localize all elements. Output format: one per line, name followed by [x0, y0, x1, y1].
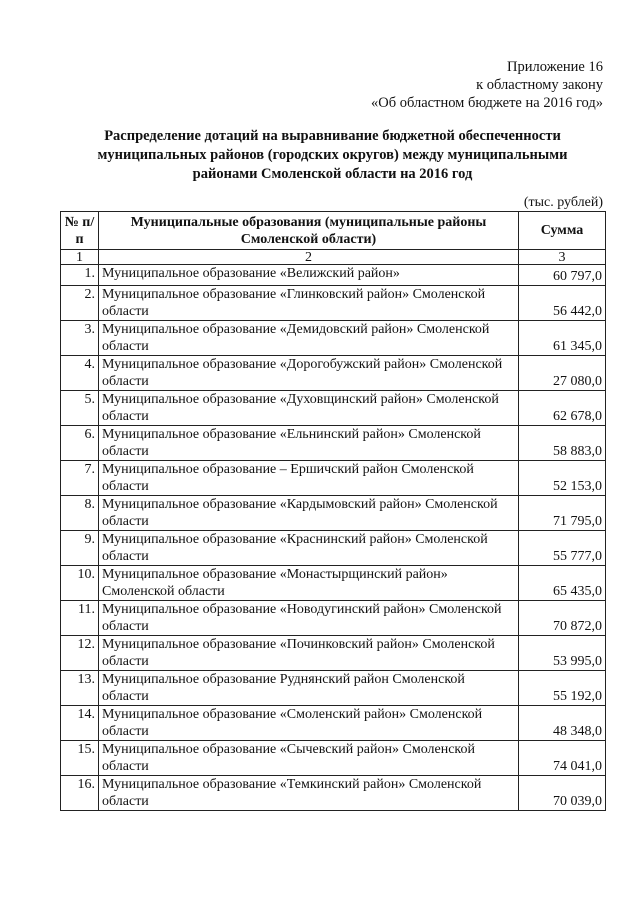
row-sum: 65 435,0 [519, 566, 606, 601]
row-name: Муниципальное образование «Новодугинский район» Смоленской области [99, 601, 519, 636]
header-sum: Сумма [519, 212, 606, 250]
row-number: 15. [61, 741, 99, 776]
row-sum: 71 795,0 [519, 496, 606, 531]
row-sum: 48 348,0 [519, 706, 606, 741]
row-number: 9. [61, 531, 99, 566]
table-row [61, 706, 606, 741]
row-number: 10. [61, 566, 99, 601]
row-name: Муниципальное образование «Смоленский район» Смоленской области [99, 706, 519, 741]
row-number: 12. [61, 636, 99, 671]
table-row [61, 566, 606, 601]
row-sum: 61 345,0 [519, 321, 606, 356]
table-row [61, 636, 606, 671]
appendix-block [371, 58, 603, 112]
table-row [61, 531, 606, 566]
title-line-1: Распределение дотаций на выравнивание бюджетной обеспеченности [104, 128, 561, 144]
table-row [61, 496, 606, 531]
table-row [61, 671, 606, 706]
table-row [61, 391, 606, 426]
row-name: Муниципальное образование «Монастырщинский район» Смоленской области [99, 566, 519, 601]
appendix-line-1: Приложение 16 [507, 59, 603, 75]
table-row [61, 426, 606, 461]
units-label: (тыс. рублей) [523, 195, 603, 210]
row-number: 8. [61, 496, 99, 531]
table-row [61, 461, 606, 496]
row-sum: 27 080,0 [519, 356, 606, 391]
row-sum: 55 192,0 [519, 671, 606, 706]
row-sum: 55 777,0 [519, 531, 606, 566]
row-name: Муниципальное образование «Демидовский район» Смоленской области [99, 321, 519, 356]
row-number: 3. [61, 321, 99, 356]
row-name: Муниципальное образование – Ершичский район Смоленской области [99, 461, 519, 496]
row-number: 16. [61, 776, 99, 811]
index-cell-1: 1 [61, 250, 99, 265]
table-header-row [61, 212, 606, 250]
header-num: № п/п [61, 212, 99, 250]
row-name: Муниципальное образование «Темкинский район» Смоленской области [99, 776, 519, 811]
row-name: Муниципальное образование «Починковский район» Смоленской области [99, 636, 519, 671]
table-row [61, 286, 606, 321]
row-name: Муниципальное образование «Сычевский район» Смоленской области [99, 741, 519, 776]
row-sum: 70 039,0 [519, 776, 606, 811]
appendix-line-3: «Об областном бюджете на 2016 год» [371, 95, 603, 111]
row-sum: 70 872,0 [519, 601, 606, 636]
row-number: 7. [61, 461, 99, 496]
row-name: Муниципальное образование «Дорогобужский район» Смоленской области [99, 356, 519, 391]
row-number: 11. [61, 601, 99, 636]
subsidy-table [60, 211, 606, 811]
row-sum: 60 797,0 [519, 265, 606, 286]
title-line-2: муниципальных районов (городских округов) между муниципальными [97, 147, 568, 163]
row-sum: 53 995,0 [519, 636, 606, 671]
row-number: 13. [61, 671, 99, 706]
table-row [61, 265, 606, 286]
row-name: Муниципальное образование «Ельнинский район» Смоленской области [99, 426, 519, 461]
table-row [61, 601, 606, 636]
table-row [61, 741, 606, 776]
row-sum: 62 678,0 [519, 391, 606, 426]
row-number: 14. [61, 706, 99, 741]
table-row [61, 321, 606, 356]
row-name: Муниципальное образование «Духовщинский район» Смоленской области [99, 391, 519, 426]
index-cell-3: 3 [519, 250, 606, 265]
row-number: 6. [61, 426, 99, 461]
row-number: 4. [61, 356, 99, 391]
title-line-3: районами Смоленской области на 2016 год [192, 166, 473, 182]
row-sum: 56 442,0 [519, 286, 606, 321]
row-name: Муниципальное образование Руднянский район Смоленской области [99, 671, 519, 706]
row-name: Муниципальное образование «Глинковский район» Смоленской области [99, 286, 519, 321]
table-row [61, 356, 606, 391]
header-name: Муниципальные образования (муниципальные районы Смоленской области) [99, 212, 519, 250]
row-name: Муниципальное образование «Краснинский район» Смоленской области [99, 531, 519, 566]
appendix-line-2: к областному закону [476, 77, 603, 93]
row-name: Муниципальное образование «Кардымовский район» Смоленской области [99, 496, 519, 531]
row-number: 2. [61, 286, 99, 321]
column-index-row [61, 250, 606, 265]
row-sum: 52 153,0 [519, 461, 606, 496]
row-sum: 74 041,0 [519, 741, 606, 776]
row-number: 5. [61, 391, 99, 426]
table-row [61, 776, 606, 811]
index-cell-2: 2 [99, 250, 519, 265]
row-sum: 58 883,0 [519, 426, 606, 461]
row-name: Муниципальное образование «Велижский район» [99, 265, 519, 286]
document-title [60, 127, 605, 184]
row-number: 1. [61, 265, 99, 286]
